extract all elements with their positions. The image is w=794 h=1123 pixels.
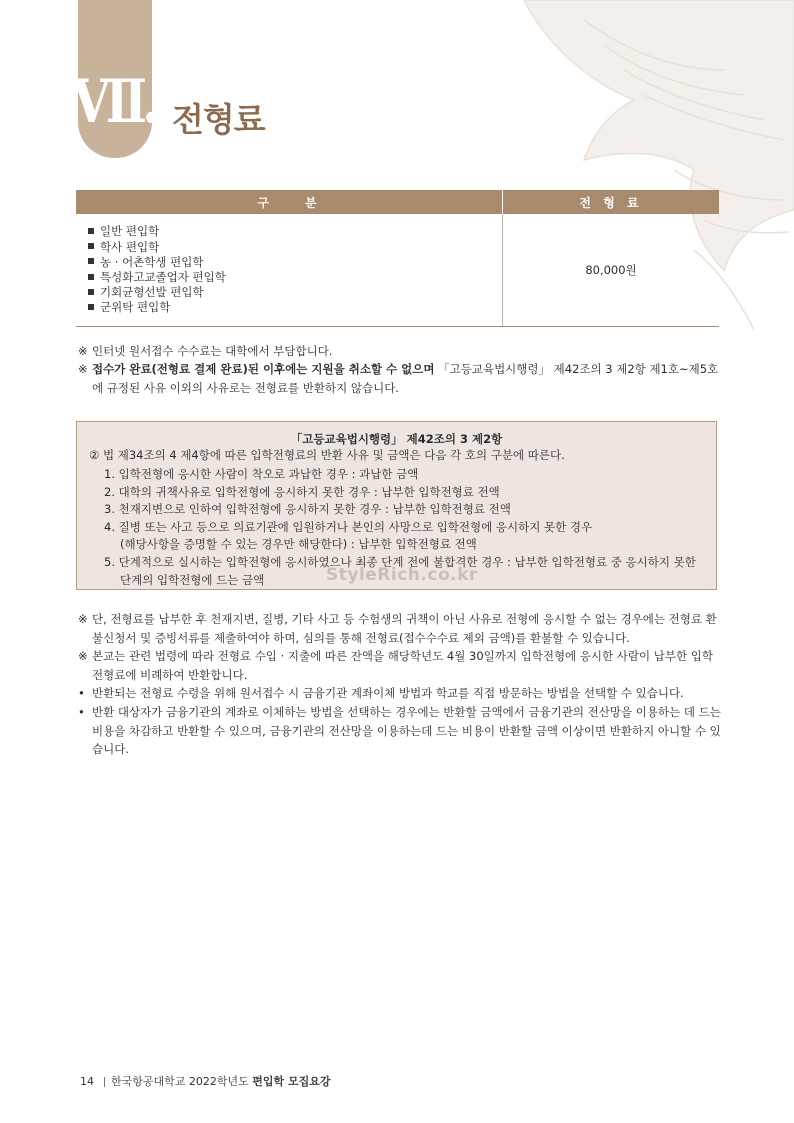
category-list: [88, 224, 502, 315]
table-row: [76, 214, 719, 327]
list-item: 기회균형선발 편입학: [88, 285, 502, 300]
note-bold-text: 접수가 완료(전형료 결제 완료)된 이후에는 지원을 취소할 수 없으며: [92, 362, 435, 376]
square-bullet-icon: [88, 304, 94, 310]
list-item: 5. 단계적으로 실시하는 입학전형에 응시하였으나 최종 단계 전에 불합격한 경우 : 납부한 입학전형료 중 응시하지 못한 단계의 입학전형에 드는 금액: [104, 554, 696, 587]
footer-school: 한국항공대학교 2022학년도: [111, 1075, 249, 1088]
list-item: 농 · 어촌학생 편입학: [88, 255, 502, 270]
law-box-intro: ② 법 제34조의 4 제4항에 따른 입학전형료의 반환 사유 및 금액은 다음 각 호의 구분에 따른다.: [89, 448, 565, 462]
note-no-cancel: ※ 접수가 완료(전형료 결제 완료)된 이후에는 지원을 취소할 수 없으며 「고등교육법시행령」 제42조의 3 제2항 제1호~제5호에 규정된 사유 이외의 사유로는 전형료를 반환하지 않습니다.: [78, 362, 719, 395]
law-box-title: 「고등교육법시행령」 제42조의 3 제2항: [290, 432, 503, 446]
note-balance-refund: ※ 본교는 관련 법령에 따라 전형료 수입 · 지출에 따른 잔액을 해당학년도 4월 30일까지 입학전형에 응시한 사람이 납부한 입학전형료에 비례하여 반환합니다.: [78, 649, 713, 682]
category-cell: [76, 214, 503, 327]
square-bullet-icon: [88, 243, 94, 249]
table-header-fee: 전 형 료: [503, 190, 720, 214]
table-header-row: [76, 190, 719, 214]
note-transfer-cost: • 반환 대상자가 금융기관의 계좌로 이체하는 방법을 선택하는 경우에는 반환할 금액에서 금융기관의 전산망을 이용하는 데 드는 비용을 차감하고 반환할 수 있으며, 금융기관의 전산망을 이용하는데 드는 비용이 반환할 금액 이상이면 반환하지 아니할 수 있습니다.: [78, 705, 721, 756]
chapter-numeral: Ⅶ.: [72, 67, 155, 137]
note-refund-request: ※ 단, 전형료를 납부한 후 천재지변, 질병, 기타 사고 등 수험생의 귀책이 아닌 사유로 전형에 응시할 수 없는 경우에는 전형료 환불신청서 및 증빙서류를 제출하여야 하며, 심의를 통해 전형료(접수수수료 제외 금액)를 환불할 수 있습니다.: [78, 612, 717, 645]
page-number: 14: [80, 1075, 94, 1088]
list-item: 2. 대학의 귀책사유로 입학전형에 응시하지 못한 경우 : 납부한 입학전형료 전액: [104, 484, 500, 499]
list-item: 군위탁 편입학: [88, 300, 502, 315]
list-item: 4. 질병 또는 사고 등으로 의료기관에 입원하거나 본인의 사망으로 입학전형에 응시하지 못한 경우: [104, 519, 593, 534]
fee-cell: 80,000원: [503, 214, 720, 327]
note-online-fee: ※ 인터넷 원서접수 수수료는 대학에서 부담합니다.: [78, 344, 333, 358]
square-bullet-icon: [88, 228, 94, 234]
fee-table: [76, 190, 719, 327]
list-item: 일반 편입학: [88, 224, 502, 239]
list-item: 1. 입학전형에 응시한 사람이 착오로 과납한 경우 : 과납한 금액: [104, 467, 419, 481]
footer-doc-title: 편입학 모집요강: [252, 1075, 331, 1088]
page-title: 전형료: [172, 100, 265, 139]
page-footer: [80, 1073, 330, 1089]
list-item-sub: (해당사항을 증명할 수 있는 경우만 해당한다) : 납부한 입학전형료 전액: [120, 537, 477, 552]
table-header-category: 구 분: [76, 190, 503, 214]
square-bullet-icon: [88, 274, 94, 280]
square-bullet-icon: [88, 289, 94, 295]
list-item: 3. 천재지변으로 인하여 입학전형에 응시하지 못한 경우 : 납부한 입학전형료 전액: [104, 502, 511, 517]
site-watermark: StyleRich.co.kr: [326, 565, 478, 585]
square-bullet-icon: [88, 258, 94, 264]
list-item: 학사 편입학: [88, 240, 502, 255]
note-refund-method: • 반환되는 전형료 수령을 위해 원서접수 시 금융기관 계좌이체 방법과 학교를 직접 방문하는 방법을 선택할 수 있습니다.: [78, 686, 684, 700]
footer-divider: [104, 1077, 105, 1087]
list-item: 특성화고교졸업자 편입학: [88, 270, 502, 285]
